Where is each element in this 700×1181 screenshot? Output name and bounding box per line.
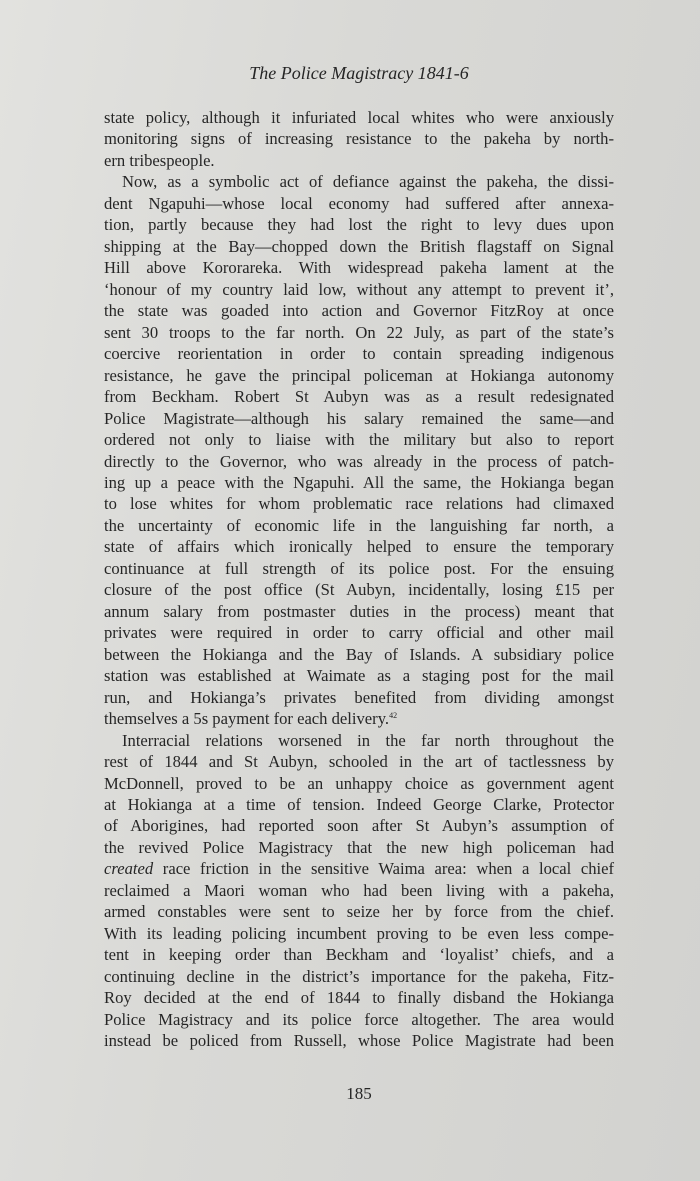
line-text: the state was goaded into action and Governor FitzRoy at once <box>104 301 614 321</box>
line-text: With its leading policing incumbent proving to be even less compe- <box>104 923 614 943</box>
line-text: ordered not only to liaise with the military but also to report <box>104 430 614 450</box>
text-line <box>104 408 614 429</box>
text-line <box>104 386 614 407</box>
line-text: ern tribespeople. <box>104 150 215 170</box>
text-line <box>104 1009 614 1030</box>
line-text: coercive reorientation in order to contain spreading indigenous <box>104 344 614 364</box>
emphasis: created <box>104 859 154 879</box>
line-text: reclaimed a Maori woman who had been living with a pakeha, <box>104 880 614 900</box>
line-text: continuance at full strength of its police post. For the ensuing <box>104 558 614 578</box>
text-line <box>104 451 614 472</box>
text-line <box>104 622 614 643</box>
line-text: closure of the post office (St Aubyn, incidentally, losing £15 per <box>104 580 614 600</box>
text-line <box>104 322 614 343</box>
text-line <box>104 966 614 987</box>
body-text <box>104 107 614 1052</box>
text-line <box>104 107 614 128</box>
text-line <box>104 773 614 794</box>
line-text: ing up a peace with the Ngapuhi. All the same, the Hokianga began <box>104 472 614 492</box>
footnote-marker: 42 <box>389 711 398 721</box>
line-text: to lose whites for whom problematic race relations had climaxed <box>104 494 614 514</box>
text-line <box>104 171 614 192</box>
line-text: annum salary from postmaster duties in the process) meant that <box>104 601 614 621</box>
line-text: resistance, he gave the principal policeman at Hokianga autonomy <box>104 365 614 385</box>
text-line <box>104 730 614 751</box>
line-text: privates were required in order to carry official and other mail <box>104 623 614 643</box>
line-text: shipping at the Bay—chopped down the British flagstaff on Signal <box>104 236 614 256</box>
text-line <box>104 257 614 278</box>
line-text: Hill above Kororareka. With widespread pakeha lament at the <box>104 258 614 278</box>
line-text: dent Ngapuhi—whose local economy had suffered after annexa- <box>104 193 614 213</box>
text-line <box>104 493 614 514</box>
text-line <box>104 365 614 386</box>
text-line <box>104 472 614 493</box>
text-line <box>104 236 614 257</box>
text-line <box>104 901 614 922</box>
line-text: rest of 1844 and St Aubyn, schooled in the art of tactlessness by <box>104 752 614 772</box>
text-line <box>104 987 614 1008</box>
line-text: continuing decline in the district’s importance for the pakeha, Fitz- <box>104 966 614 986</box>
line-text: from Beckham. Robert St Aubyn was as a result redesignated <box>104 387 614 407</box>
text-line <box>104 193 614 214</box>
line-text: state of affairs which ironically helped to ensure the temporary <box>104 537 614 557</box>
text-line <box>104 794 614 815</box>
line-text: McDonnell, proved to be an unhappy choice as government agent <box>104 773 614 793</box>
line-text: sent 30 troops to the far north. On 22 July, as part of the state’s <box>104 322 614 342</box>
line-text: Police Magistracy and its police force altogether. The area would <box>104 1009 614 1029</box>
line-text: Roy decided at the end of 1844 to finally disband the Hokianga <box>104 988 614 1008</box>
line-text: armed constables were sent to seize her by force from the chief. <box>104 902 614 922</box>
text-line <box>104 837 614 858</box>
text-line <box>104 858 614 879</box>
line-text: ‘honour of my country laid low, without any attempt to prevent it’, <box>104 279 614 299</box>
line-text: the revived Police Magistracy that the new high policeman had <box>104 837 614 857</box>
running-header: The Police Magistracy 1841-6 <box>249 63 469 83</box>
line-text: directly to the Governor, who was already in the process of patch- <box>104 451 614 471</box>
text-line <box>104 923 614 944</box>
text-line <box>104 214 614 235</box>
text-line <box>104 944 614 965</box>
line-text: state policy, although it infuriated local whites who were anxiously <box>104 108 614 127</box>
line-text: instead be policed from Russell, whose Police Magistrate had been <box>104 1031 614 1051</box>
line-text: tent in keeping order than Beckham and ‘loyalist’ chiefs, and a <box>104 945 614 965</box>
text-line <box>104 880 614 901</box>
line-text: race friction in the sensitive Waima area: when a local chief <box>162 859 614 879</box>
text-line <box>104 150 614 171</box>
text-line <box>104 279 614 300</box>
text-line <box>104 343 614 364</box>
text-line <box>104 665 614 686</box>
text-line <box>104 708 614 729</box>
text-line <box>104 601 614 622</box>
line-text: at Hokianga at a time of tension. Indeed George Clarke, Protector <box>104 795 614 814</box>
line-text: run, and Hokianga’s privates benefited from dividing amongst <box>104 687 614 707</box>
line-text: the uncertainty of economic life in the languishing far north, a <box>104 515 614 535</box>
text-line <box>104 536 614 557</box>
text-line <box>104 644 614 665</box>
page-number: 185 <box>346 1084 372 1103</box>
line-text: Interracial relations worsened in the far north throughout the <box>122 730 614 750</box>
line-text: monitoring signs of increasing resistance to the pakeha by north- <box>104 129 614 149</box>
text-line <box>104 300 614 321</box>
line-text: Police Magistrate—although his salary remained the same—and <box>104 408 614 428</box>
text-line <box>104 1030 614 1051</box>
line-text: tion, partly because they had lost the right to levy dues upon <box>104 215 614 235</box>
text-line <box>104 515 614 536</box>
text-line <box>104 128 614 149</box>
line-text: between the Hokianga and the Bay of Islands. A subsidiary police <box>104 644 614 664</box>
line-text: Now, as a symbolic act of defiance against the pakeha, the dissi- <box>122 172 614 192</box>
text-line <box>104 815 614 836</box>
text-line <box>104 687 614 708</box>
line-text: of Aborigines, had reported soon after St Aubyn’s assumption of <box>104 816 614 836</box>
text-line <box>104 558 614 579</box>
text-line <box>104 429 614 450</box>
line-text: station was established at Waimate as a staging post for the mail <box>104 666 614 686</box>
text-line <box>104 751 614 772</box>
line-text: themselves a 5s payment for each delivery. <box>104 709 390 729</box>
text-line <box>104 579 614 600</box>
